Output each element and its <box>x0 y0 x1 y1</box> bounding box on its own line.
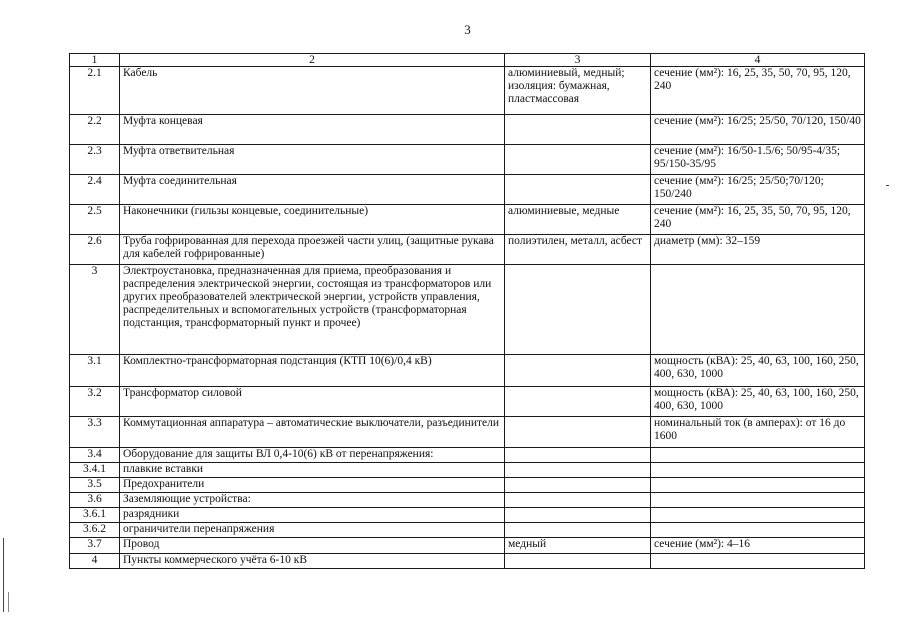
item-spec <box>651 523 865 538</box>
item-name: Электроустановка, предназначенная для приема, преобразования и распределения электрической энергии, состоящая из трансформаторов или других преобразователей электрической энергии, устройств управления, распределительных и вспомогательных устройств (трансформаторная подстанция, трансформаторный пункт и прочее) <box>120 265 505 355</box>
item-material <box>505 493 651 508</box>
item-material <box>505 355 651 387</box>
item-spec: сечение (мм²): 16/25; 25/50;70/120; 150/240 <box>651 175 865 205</box>
row-number: 2.5 <box>70 205 120 235</box>
row-number: 2.2 <box>70 115 120 145</box>
equipment-table <box>69 53 865 569</box>
table-row <box>70 115 865 145</box>
item-spec <box>651 478 865 493</box>
item-spec: сечение (мм²): 16/25; 25/50, 70/120, 150/40 <box>651 115 865 145</box>
table-body <box>70 67 865 569</box>
item-name: Оборудование для защиты ВЛ 0,4-10(6) кВ от перенапряжения: <box>120 448 505 463</box>
item-name: Муфта концевая <box>120 115 505 145</box>
item-material <box>505 478 651 493</box>
table-row <box>70 478 865 493</box>
item-material: алюминиевые, медные <box>505 205 651 235</box>
item-spec: номинальный ток (в амперах): от 16 до 1600 <box>651 417 865 448</box>
row-number: 3.7 <box>70 538 120 554</box>
row-number: 3.4.1 <box>70 463 120 478</box>
row-number: 3.6.2 <box>70 523 120 538</box>
item-material: алюминиевый, медный; изоляция: бумажная, пластмассовая <box>505 67 651 115</box>
item-spec <box>651 265 865 355</box>
row-number: 3.5 <box>70 478 120 493</box>
item-material <box>505 417 651 448</box>
table-row <box>70 145 865 175</box>
table-row <box>70 523 865 538</box>
header-cell: 4 <box>651 54 865 67</box>
header-cell: 1 <box>70 54 120 67</box>
scan-tick-mark <box>886 185 889 186</box>
item-material: полиэтилен, металл, асбест <box>505 235 651 265</box>
table-row <box>70 67 865 115</box>
row-number: 3.4 <box>70 448 120 463</box>
item-spec: сечение (мм²): 16, 25, 35, 50, 70, 95, 120, 240 <box>651 67 865 115</box>
item-name: ограничители перенапряжения <box>120 523 505 538</box>
row-number: 2.1 <box>70 67 120 115</box>
item-spec <box>651 493 865 508</box>
item-spec <box>651 448 865 463</box>
row-number: 2.3 <box>70 145 120 175</box>
item-name: Провод <box>120 538 505 554</box>
item-name: Пункты коммерческого учёта 6-10 кВ <box>120 554 505 569</box>
table-row <box>70 355 865 387</box>
item-name: Муфта ответвительная <box>120 145 505 175</box>
table-row <box>70 175 865 205</box>
scan-margin-line <box>8 592 9 612</box>
item-spec: мощность (кВА): 25, 40, 63, 100, 160, 250, 400, 630, 1000 <box>651 355 865 387</box>
table-row <box>70 493 865 508</box>
table-row <box>70 205 865 235</box>
item-name: Коммутационная аппаратура – автоматические выключатели, разъединители <box>120 417 505 448</box>
item-spec <box>651 508 865 523</box>
item-spec: сечение (мм²): 16/50-1.5/6; 50/95-4/35; 95/150-35/95 <box>651 145 865 175</box>
item-name: Наконечники (гильзы концевые, соединительные) <box>120 205 505 235</box>
row-number: 3.1 <box>70 355 120 387</box>
item-name: Предохранители <box>120 478 505 493</box>
row-number: 3.2 <box>70 387 120 417</box>
table-row <box>70 235 865 265</box>
item-name: плавкие вставки <box>120 463 505 478</box>
item-material <box>505 115 651 145</box>
row-number: 2.6 <box>70 235 120 265</box>
item-spec: сечение (мм²): 4–16 <box>651 538 865 554</box>
table-row <box>70 387 865 417</box>
item-spec <box>651 554 865 569</box>
table-row <box>70 463 865 478</box>
table-row <box>70 265 865 355</box>
row-number: 3.6.1 <box>70 508 120 523</box>
item-spec: мощность (кВА): 25, 40, 63, 100, 160, 250, 400, 630, 1000 <box>651 387 865 417</box>
header-row <box>70 54 865 67</box>
row-number: 2.4 <box>70 175 120 205</box>
item-material: медный <box>505 538 651 554</box>
header-cell: 3 <box>505 54 651 67</box>
scan-margin-line <box>3 538 4 612</box>
item-material <box>505 265 651 355</box>
item-material <box>505 554 651 569</box>
header-cell: 2 <box>120 54 505 67</box>
item-name: Комплектно-трансформаторная подстанция (КТП 10(6)/0,4 кВ) <box>120 355 505 387</box>
item-material <box>505 448 651 463</box>
item-name: Труба гофрированная для перехода проезжей части улиц, (защитные рукава для кабелей гофрированные) <box>120 235 505 265</box>
row-number: 4 <box>70 554 120 569</box>
table-row <box>70 508 865 523</box>
item-spec: сечение (мм²): 16, 25, 35, 50, 70, 95, 120, 240 <box>651 205 865 235</box>
table-row <box>70 538 865 554</box>
item-material <box>505 508 651 523</box>
item-name: Заземляющие устройства: <box>120 493 505 508</box>
item-name: Кабель <box>120 67 505 115</box>
item-spec: диаметр (мм): 32–159 <box>651 235 865 265</box>
item-name: разрядники <box>120 508 505 523</box>
item-name: Трансформатор силовой <box>120 387 505 417</box>
item-material <box>505 523 651 538</box>
row-number: 3 <box>70 265 120 355</box>
item-material <box>505 175 651 205</box>
item-material <box>505 145 651 175</box>
item-spec <box>651 463 865 478</box>
table-row <box>70 417 865 448</box>
item-material <box>505 387 651 417</box>
table-row <box>70 448 865 463</box>
row-number: 3.3 <box>70 417 120 448</box>
item-name: Муфта соединительная <box>120 175 505 205</box>
row-number: 3.6 <box>70 493 120 508</box>
page-number: 3 <box>464 22 471 37</box>
item-material <box>505 463 651 478</box>
table-row <box>70 554 865 569</box>
table-header <box>70 54 865 67</box>
